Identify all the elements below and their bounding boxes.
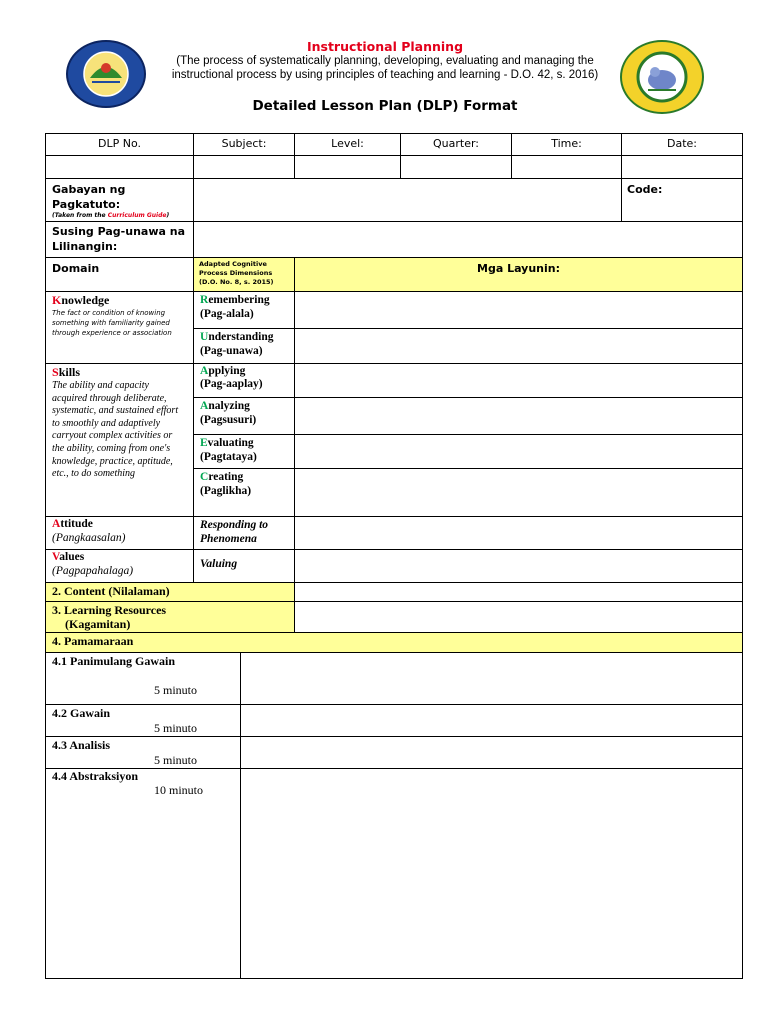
understanding-sub: (Pag-unawa) <box>200 345 263 357</box>
left-seal <box>66 40 146 108</box>
remembering-objective[interactable] <box>295 292 743 329</box>
creating-cell <box>194 469 295 517</box>
subject-header <box>194 134 295 156</box>
header-subtitle-line2: instructional process by using principles of teaching and learning - D.O. 42, s. 2016) <box>171 69 599 81</box>
domain-label: Domain <box>52 262 100 275</box>
resources-label-line2: (Kagamitan) <box>65 617 131 631</box>
resources-label-cell <box>46 602 295 633</box>
analyzing-sub: (Pagsusuri) <box>200 414 257 426</box>
gabayan-note <box>52 212 193 220</box>
time-header <box>512 134 622 156</box>
content-field[interactable] <box>295 583 743 602</box>
remembering-initial: R <box>200 294 209 306</box>
evaluating-objective[interactable] <box>295 435 743 469</box>
susing-label-line2: Lilinangin: <box>52 240 118 253</box>
step3-cell <box>46 737 241 769</box>
understanding-initial: U <box>200 331 209 343</box>
step3-time: 5 minuto <box>154 753 198 767</box>
creating-objective[interactable] <box>295 469 743 517</box>
right-seal <box>620 40 704 114</box>
step2-label: 4.2 Gawain <box>52 706 111 720</box>
skills-title-rest: kills <box>58 365 81 379</box>
understanding-objective[interactable] <box>295 329 743 364</box>
seal-emblem-icon <box>68 42 144 106</box>
right-seal-text <box>620 112 700 113</box>
level-header <box>295 134 401 156</box>
dlp-no-field[interactable] <box>46 156 194 179</box>
step3-label: 4.3 Analisis <box>52 738 111 752</box>
step4-cell <box>46 769 241 979</box>
step2-cell <box>46 705 241 737</box>
skills-cell <box>46 364 194 517</box>
creating-initial: C <box>200 471 209 483</box>
creating-sub: (Paglikha) <box>200 485 252 497</box>
gabayan-field[interactable] <box>194 179 622 222</box>
knowledge-title <box>52 293 193 308</box>
susing-label-line1: Susing Pag-unawa na <box>52 225 185 238</box>
attitude-title-rest: ttitude <box>60 518 93 530</box>
responding-label: Responding to Phenomena <box>200 519 269 545</box>
date-field[interactable] <box>622 156 743 179</box>
format-title: Detailed Lesson Plan (DLP) Format <box>252 98 518 114</box>
evaluating-title-rest: valuating <box>207 437 254 449</box>
quarter-field[interactable] <box>401 156 512 179</box>
skills-title <box>52 365 193 380</box>
values-title-rest: alues <box>59 551 85 563</box>
level-label: Level: <box>331 137 364 150</box>
understanding-title-rest: nderstanding <box>208 331 274 343</box>
knowledge-initial: K <box>52 293 62 307</box>
dlp-no-label: DLP No. <box>98 137 141 150</box>
gabayan-label <box>52 182 193 212</box>
step4-time: 10 minuto <box>154 783 204 797</box>
susing-field[interactable] <box>194 222 743 258</box>
time-label: Time: <box>551 137 582 150</box>
gabayan-label-cell <box>46 179 194 222</box>
adapted-line3: (D.O. No. 8, s. 2015) <box>199 278 274 286</box>
step2-field[interactable] <box>241 705 743 737</box>
right-seal-location <box>632 112 640 113</box>
applying-objective[interactable] <box>295 364 743 398</box>
evaluating-cell <box>194 435 295 469</box>
knowledge-description: The fact or condition of knowing something with familiarity gained through experience or association <box>52 309 172 337</box>
analyzing-title-rest: nalyzing <box>208 400 250 412</box>
time-field[interactable] <box>512 156 622 179</box>
gabayan-label-line1: Gabayan ng <box>52 183 126 196</box>
step1-label: 4.1 Panimulang Gawain <box>52 654 176 668</box>
applying-sub: (Pag-aaplay) <box>200 378 263 390</box>
step4-label: 4.4 Abstraksiyon <box>52 769 139 783</box>
quarter-label: Quarter: <box>433 137 480 150</box>
adapted-line2: Process Dimensions <box>199 269 273 277</box>
analyzing-initial: A <box>200 400 209 412</box>
remembering-cell <box>194 292 295 329</box>
attitude-cell <box>46 517 194 550</box>
dlp-no-header <box>46 134 194 156</box>
header-title: Instructional Planning <box>306 39 464 54</box>
attitude-objective[interactable] <box>295 517 743 550</box>
skills-initial: S <box>52 365 59 379</box>
resources-field[interactable] <box>295 602 743 633</box>
domain-header <box>46 258 194 292</box>
dlp-table <box>45 133 743 979</box>
attitude-sub: (Pangkaasalan) <box>52 532 126 544</box>
date-header <box>622 134 743 156</box>
subject-label: Subject: <box>221 137 267 150</box>
right-seal-name <box>620 112 632 113</box>
attitude-initial: A <box>52 518 61 530</box>
pamamaraan-header <box>46 633 743 653</box>
header-subtitle-line1: (The process of systematically planning, developing, evaluating and managing the <box>176 55 594 67</box>
values-objective[interactable] <box>295 550 743 583</box>
valuing-cell <box>194 550 295 583</box>
code-cell[interactable] <box>622 179 743 222</box>
step4-field[interactable] <box>241 769 743 979</box>
resources-label-line1: 3. Learning Resources <box>52 603 167 617</box>
content-label-cell <box>46 583 295 602</box>
level-field[interactable] <box>295 156 401 179</box>
susing-label-cell <box>46 222 194 258</box>
applying-cell <box>194 364 295 398</box>
gabayan-note-suffix: ) <box>166 212 170 219</box>
remembering-title-rest: emembering <box>208 294 270 306</box>
step1-cell <box>46 653 241 705</box>
knowledge-cell <box>46 292 194 364</box>
knowledge-title-rest: nowledge <box>61 293 110 307</box>
content-label: 2. Content (Nilalaman) <box>52 584 170 598</box>
date-label: Date: <box>667 137 698 150</box>
analyzing-cell <box>194 398 295 435</box>
subject-field[interactable] <box>194 156 295 179</box>
adapted-line1: Adapted Cognitive <box>199 260 267 268</box>
left-seal-text <box>66 106 146 107</box>
gabayan-label-line2: Pagkatuto: <box>52 198 121 211</box>
understanding-cell <box>194 329 295 364</box>
quarter-header <box>401 134 512 156</box>
responding-cell <box>194 517 295 550</box>
values-sub: (Pagpapahalaga) <box>52 565 134 577</box>
layunin-header <box>295 258 743 292</box>
code-label: Code: <box>627 183 663 196</box>
creating-title-rest: reating <box>208 471 244 483</box>
analyzing-objective[interactable] <box>295 398 743 435</box>
gabayan-note-prefix: (Taken from the <box>52 212 108 219</box>
step1-field[interactable] <box>241 653 743 705</box>
pamamaraan-label: 4. Pamamaraan <box>52 634 134 648</box>
applying-title-rest: pplying <box>208 365 246 377</box>
values-cell <box>46 550 194 583</box>
evaluating-sub: (Pagtataya) <box>200 451 257 463</box>
remembering-sub: (Pag-alala) <box>200 308 254 320</box>
adapted-cognitive-header <box>194 258 295 292</box>
values-initial: V <box>52 551 60 563</box>
valuing-label: Valuing <box>200 558 238 570</box>
step2-time: 5 minuto <box>154 721 198 735</box>
layunin-label: Mga Layunin: <box>477 262 561 275</box>
school-seal-icon <box>622 42 702 112</box>
applying-initial: A <box>200 365 209 377</box>
step1-time: 5 minuto <box>154 683 198 697</box>
curriculum-guide-link: Curriculum Guide <box>107 212 167 219</box>
skills-description: The ability and capacity acquired through deliberate, systematic, and sustained effort to smoothly and adaptively carryout complex activities or the ability, coming from one's knowledge, practice, aptitude, etc., to do something <box>52 380 179 480</box>
evaluating-initial: E <box>200 437 208 449</box>
step3-field[interactable] <box>241 737 743 769</box>
